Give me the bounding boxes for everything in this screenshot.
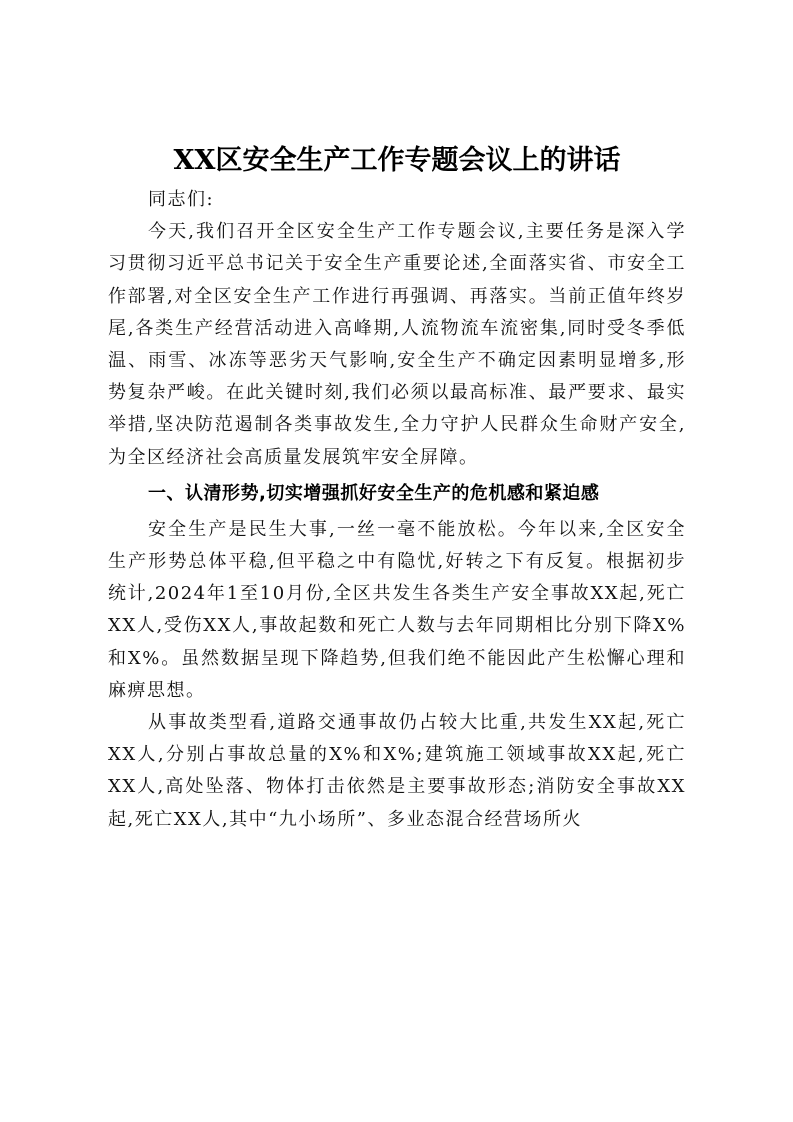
intro-paragraph: 今天,我们召开全区安全生产工作专题会议,主要任务是深入学习贯彻习近平总书记关于安全生产重要论述,全面落实省、市安全工作部署,对全区安全生产工作进行再强调、再落实。当前正值年终岁尾,各类生产经营活动进入高峰期,人流物流车流密集,同时受冬季低温、雨雪、冰冻等恶劣天气影响,安全生产不确定因素明显增多,形势复杂严峻。在此关键时刻,我们必须以最高标准、最严要求、最实举措,坚决防范遏制各类事故发生,全力守护人民群众生命财产安全,为全区经济社会高质量发展筑牢安全屏障。 — [108, 221, 686, 468]
body-paragraph: 安全生产是民生大事,一丝一毫不能放松。今年以来,全区安全生产形势总体平稳,但平稳之中有隐忧,好转之下有反复。根据初步统计,2024年1至10月份,全区共发生各类生产安全事故XX起,死亡XX人,受伤XX人,事故起数和死亡人数与去年同期相比分别下降X%和X%。虽然数据呈现下降趋势,但我们绝不能因此产生松懈心理和麻痹思想。 — [108, 518, 686, 701]
document-page — [108, 140, 686, 836]
section-heading: 一、认清形势,切实增强抓好安全生产的危机感和紧迫感 — [148, 482, 600, 504]
document-title: XX区安全生产工作专题会议上的讲话 — [173, 145, 621, 176]
salutation: 同志们: — [148, 189, 215, 210]
body-paragraph: 从事故类型看,道路交通事故仍占较大比重,共发生XX起,死亡XX人,分别占事故总量的X%和X%;建筑施工领域事故XX起,死亡XX人,高处坠落、物体打击依然是主要事故形态;消防安全事故XX起,死亡XX人,其中“九小场所”、多业态混合经营场所火 — [108, 712, 686, 830]
